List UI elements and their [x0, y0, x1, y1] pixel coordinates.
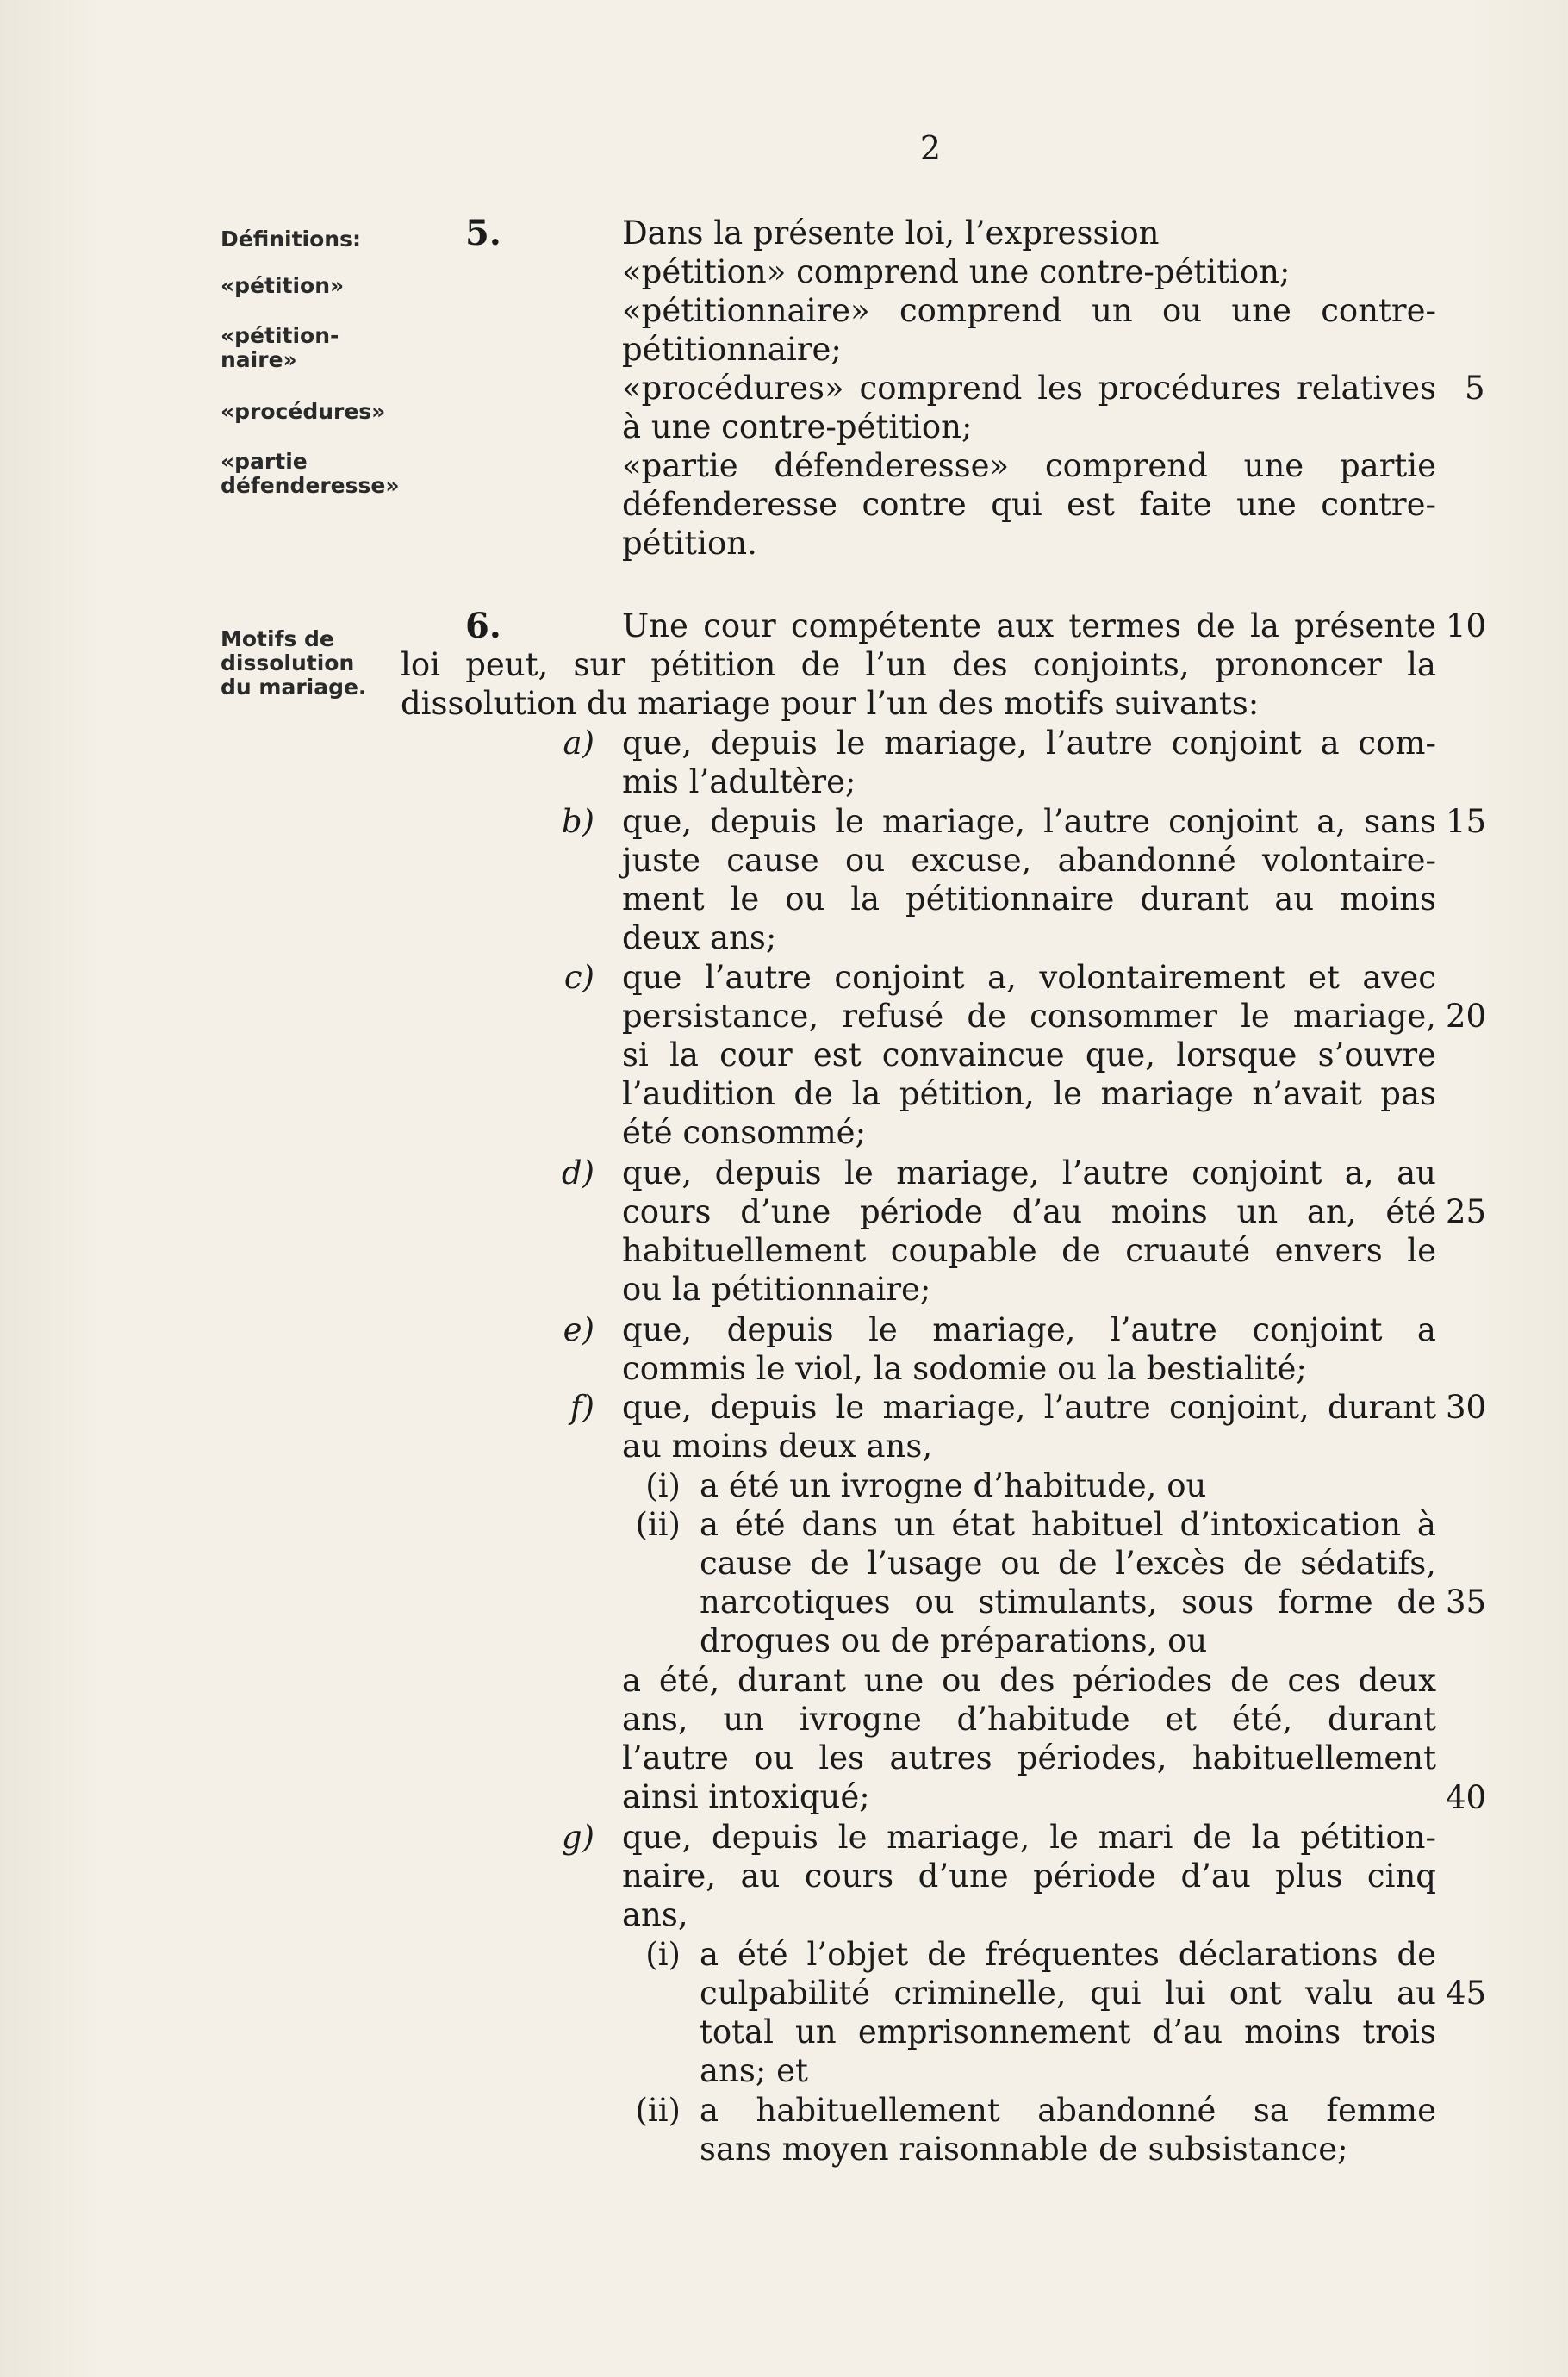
text-line: «pétitionnaire» comprend un ou une contre- — [622, 292, 1436, 329]
margin-note-petitionnaire-2: naire» — [221, 347, 297, 372]
paragraph-b-body — [622, 802, 1436, 957]
line-number-10: 10 — [1446, 607, 1487, 644]
margin-note-motifs-2: dissolution — [221, 650, 355, 675]
paragraph-e-body — [622, 1310, 1436, 1388]
text-line: persistance, refusé de consommer le mariage, — [622, 998, 1436, 1035]
paragraph-a-body — [622, 724, 1436, 801]
text-line: été consommé; — [622, 1114, 867, 1151]
line-number-40: 40 — [1446, 1779, 1487, 1816]
text-line: ment le ou la pétitionnaire durant au moins — [622, 880, 1436, 918]
line-number-5: 5 — [1465, 370, 1485, 407]
margin-note-definitions: Définitions: — [221, 227, 361, 252]
text-line: l’autre ou les autres périodes, habituellement — [622, 1739, 1436, 1777]
text-line: ou la pétitionnaire; — [622, 1271, 931, 1308]
text-line: «procédures» comprend les procédures relatives — [622, 370, 1436, 407]
text-line: ans, — [622, 1896, 688, 1933]
text-line: cours d’une période d’au moins un an, été — [622, 1193, 1436, 1230]
section-6-intro-line-1: Une cour compétente aux termes de la présente — [622, 607, 1436, 644]
text-line: ans; et — [700, 2052, 808, 2089]
text-line: juste cause ou excuse, abandonné volontaire- — [622, 842, 1436, 879]
paragraph-f-tail — [622, 1661, 1436, 1816]
text-line: a habituellement abandonné sa femme — [700, 2092, 1436, 2129]
paragraph-a-letter: a) — [563, 725, 594, 762]
text-line: commis le viol, la sodomie ou la bestialité; — [622, 1350, 1307, 1387]
text-line: que, depuis le mariage, l’autre conjoint a — [622, 1311, 1436, 1348]
text-line: ainsi intoxiqué; — [622, 1778, 870, 1815]
text-line: l’audition de la pétition, le mariage n’avait pas — [622, 1075, 1436, 1112]
text-line: habituellement coupable de cruauté envers le — [622, 1232, 1436, 1269]
line-number-45: 45 — [1446, 1975, 1487, 2012]
text-line: deux ans; — [622, 919, 777, 956]
paragraph-c-body — [622, 958, 1436, 1152]
line-number-30: 30 — [1446, 1389, 1487, 1426]
line-number-15: 15 — [1446, 803, 1487, 840]
text-line: culpabilité criminelle, qui lui ont valu au — [700, 1975, 1436, 2012]
section-6-intro-line-3: dissolution du mariage pour l’un des motifs suivants: — [401, 685, 1260, 722]
text-line: narcotiques ou stimulants, sous forme de — [700, 1584, 1436, 1621]
text-line: que, depuis le mariage, l’autre conjoint a com- — [622, 725, 1436, 762]
text-line: a été l’objet de fréquentes déclarations de — [700, 1936, 1436, 1973]
text-line: si la cour est convaincue que, lorsque s’ouvre — [622, 1036, 1436, 1073]
section-5-number: 5. — [465, 213, 501, 253]
margin-note-procedures: «procédures» — [221, 399, 386, 424]
paragraph-g-letter: g) — [561, 1819, 594, 1856]
page-number: 2 — [919, 129, 942, 167]
text-line: que, depuis le mariage, le mari de la pétition- — [622, 1819, 1436, 1856]
section-6-intro-line-2: loi peut, sur pétition de l’un des conjoints, prononcer la — [401, 646, 1436, 683]
text-line: sans moyen raisonnable de subsistance; — [700, 2131, 1348, 2168]
paragraph-f-body — [622, 1388, 1436, 1465]
line-number-35: 35 — [1446, 1584, 1487, 1621]
text-line: ans, un ivrogne d’habitude et été, durant — [622, 1701, 1436, 1738]
text-line: Dans la présente loi, l’expression — [622, 215, 1160, 252]
text-line: que, depuis le mariage, l’autre conjoint a, au — [622, 1154, 1436, 1192]
margin-note-motifs-1: Motifs de — [221, 626, 334, 651]
margin-note-motifs-3: du mariage. — [221, 675, 367, 700]
text-line: mis l’adultère; — [622, 763, 856, 800]
text-line: drogues ou de préparations, ou — [700, 1622, 1208, 1659]
paragraph-e-letter: e) — [563, 1311, 594, 1348]
text-line: cause de l’usage ou de l’excès de sédatifs, — [700, 1545, 1436, 1582]
subparagraph-g-i-body — [700, 1935, 1436, 2090]
text-line: que, depuis le mariage, l’autre conjoint a, sans — [622, 803, 1436, 840]
subparagraph-g-i-number: (i) — [645, 1936, 681, 1973]
text-line: a été, durant une ou des périodes de ces deux — [622, 1662, 1436, 1699]
subparagraph-f-ii-number: (ii) — [635, 1506, 681, 1543]
subparagraph-g-ii-body — [700, 2091, 1436, 2169]
line-number-25: 25 — [1446, 1193, 1487, 1230]
text-line: total un emprisonnement d’au moins trois — [700, 2013, 1436, 2050]
text-line: naire, au cours d’une période d’au plus cinq — [622, 1857, 1436, 1895]
text-line: défenderesse contre qui est faite une contre- — [622, 486, 1436, 523]
margin-note-petition: «pétition» — [221, 273, 345, 298]
text-line: «partie défenderesse» comprend une partie — [622, 447, 1436, 484]
subparagraph-f-i-body: a été un ivrogne d’habitude, ou — [700, 1467, 1207, 1504]
text-line: «pétition» comprend une contre-pétition; — [622, 253, 1291, 290]
paragraph-g-body — [622, 1818, 1436, 1934]
section-6-number: 6. — [465, 606, 501, 646]
paragraph-c-letter: c) — [563, 959, 594, 996]
text-line: au moins deux ans, — [622, 1428, 933, 1465]
text-line: à une contre-pétition; — [622, 408, 973, 445]
text-line: que l’autre conjoint a, volontairement et avec — [622, 959, 1436, 996]
margin-note-partie-1: «partie — [221, 449, 308, 474]
subparagraph-f-ii-body — [700, 1505, 1436, 1660]
text-line: pétitionnaire; — [622, 331, 842, 368]
section-5-body — [622, 214, 1436, 563]
margin-note-partie-2: défenderesse» — [221, 473, 400, 498]
text-line: que, depuis le mariage, l’autre conjoint, durant — [622, 1389, 1436, 1426]
text-line: a été dans un état habituel d’intoxication à — [700, 1506, 1436, 1543]
paragraph-f-letter: f) — [569, 1389, 594, 1426]
paragraph-d-body — [622, 1154, 1436, 1309]
paragraph-d-letter: d) — [561, 1154, 594, 1192]
subparagraph-g-ii-number: (ii) — [635, 2092, 681, 2129]
subparagraph-f-i-number: (i) — [645, 1467, 681, 1504]
margin-note-petitionnaire-1: «pétition- — [221, 323, 339, 348]
paragraph-b-letter: b) — [561, 803, 594, 840]
text-line: pétition. — [622, 525, 757, 562]
line-number-20: 20 — [1446, 998, 1487, 1035]
